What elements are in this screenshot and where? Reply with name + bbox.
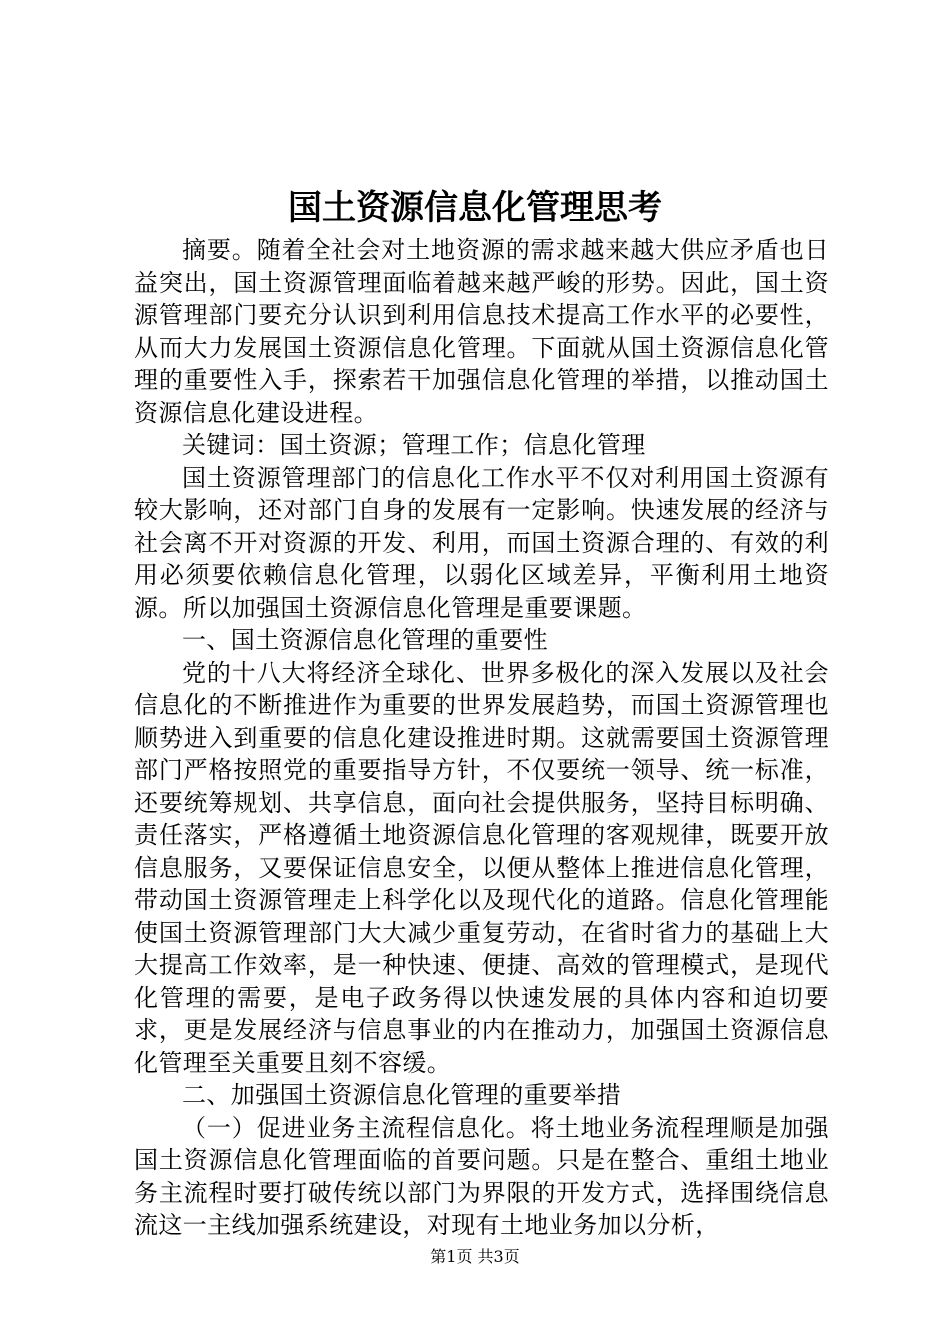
keywords-paragraph: 关键词：国土资源；管理工作；信息化管理: [182, 431, 646, 459]
page-footer: 第1页 共3页: [430, 1247, 520, 1266]
document-body: [134, 234, 829, 1242]
abstract-paragraph: 摘要。随着全社会对土地资源的需求越来越大供应矛盾也日益突出，国土资源管理面临着越来越严峻的形势。因此，国土资源管理部门要充分认识到利用信息技术提高工作水平的必要性，从而大力发展国土资源信息化管理。下面就从国土资源信息化管理的重要性入手，探索若干加强信息化管理的举措，以推动国土资源信息化建设进程。: [134, 236, 829, 427]
section-1-paragraph: 党的十八大将经济全球化、世界多极化的深入发展以及社会信息化的不断推进作为重要的世界发展趋势，而国土资源管理也顺势进入到重要的信息化建设推进时期。这就需要国土资源管理部门严格按照党的重要指导方针，不仅要统一领导、统一标准，还要统筹规划、共享信息，面向社会提供服务，坚持目标明确、责任落实，严格遵循土地资源信息化管理的客观规律，既要开放信息服务，又要保证信息安全，以便从整体上推进信息化管理，带动国土资源管理走上科学化以及现代化的道路。信息化管理能使国土资源管理部门大大减少重复劳动，在省时省力的基础上大大提高工作效率，是一种快速、便捷、高效的管理模式，是现代化管理的需要，是电子政务得以快速发展的具体内容和迫切要求，更是发展经济与信息事业的内在推动力，加强国土资源信息化管理至关重要且刻不容缓。: [134, 658, 829, 1077]
section-heading-1: 一、国土资源信息化管理的重要性: [182, 626, 548, 654]
section-heading-2: 二、加强国土资源信息化管理的重要举措: [182, 1081, 622, 1109]
page-title: 国土资源信息化管理思考: [288, 188, 662, 228]
intro-paragraph: 国土资源管理部门的信息化工作水平不仅对利用国土资源有较大影响，还对部门自身的发展有一定影响。快速发展的经济与社会离不开对资源的开发、利用，而国土资源合理的、有效的利用必须要依赖信息化管理，以弱化区域差异，平衡利用土地资源。所以加强国土资源信息化管理是重要课题。: [134, 463, 829, 622]
section-2-paragraph: （一）促进业务主流程信息化。将土地业务流程理顺是加强国土资源信息化管理面临的首要问题。只是在整合、重组土地业务主流程时要打破传统以部门为界限的开发方式，选择围绕信息流这一主线加强系统建设，对现有土地业务加以分析，: [134, 1113, 829, 1239]
